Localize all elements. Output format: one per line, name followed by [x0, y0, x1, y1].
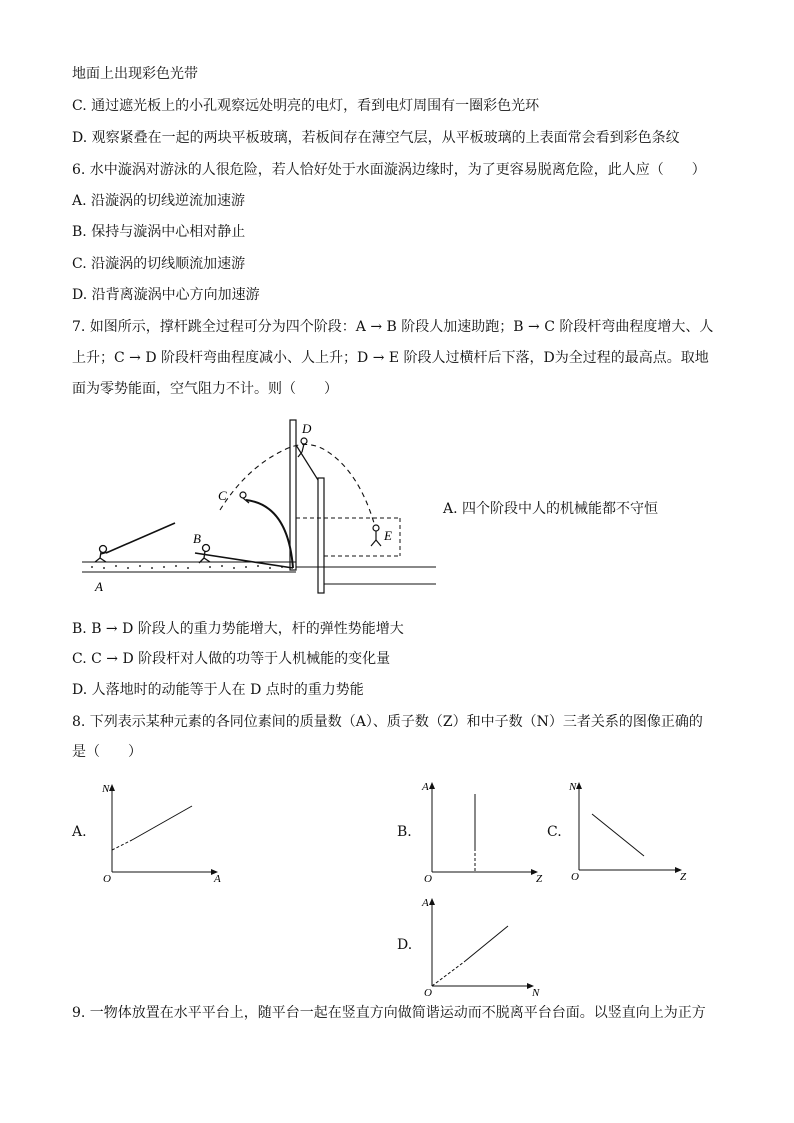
q8-graph-d [418, 892, 548, 1002]
q8-option-d-label: D. [397, 937, 413, 953]
q5-continuation: 地面上出现彩色光带 [72, 66, 198, 82]
label-d: D [302, 421, 312, 436]
q5-option-c: C. 通过遮光板上的小孔观察远处明亮的电灯，看到电灯周围有一圈彩色光环 [72, 98, 540, 114]
label-a: A [95, 579, 103, 594]
label-c: C [218, 488, 227, 503]
landing-pit [296, 567, 436, 584]
q6-option-b: B. 保持与漩涡中心相对静止 [72, 224, 246, 240]
ground-texture [91, 565, 283, 569]
graph-b-y-arrow [429, 782, 435, 789]
q7-option-b: B. B → D 阶段人的重力势能增大，杆的弹性势能增大 [72, 621, 404, 637]
graph-c-line [592, 814, 644, 856]
graph-a-y-arrow [109, 784, 115, 791]
graph-b-origin-label: O [424, 873, 432, 885]
q7-stem-line1: 7. 如图所示，撑杆跳全过程可分为四个阶段：A → B 阶段人加速助跑；B → C 阶段杆弯曲程度增大、人 [72, 319, 714, 335]
pole-b [195, 553, 293, 568]
q6-option-c: C. 沿漩涡的切线顺流加速游 [72, 256, 246, 272]
graph-c-x-axis-label: Z [680, 871, 687, 883]
q8-stem-line2: 是（ ） [72, 744, 142, 760]
label-b: B [193, 531, 201, 546]
athlete-e [371, 525, 381, 546]
graph-a-line [132, 806, 192, 840]
graph-c-y-axis-label: N [569, 781, 577, 793]
graph-d-y-arrow [429, 898, 435, 905]
q5-option-d: D. 观察紧叠在一起的两块平板玻璃，若板间存在薄空气层，从平板玻璃的上表面常会看到彩色条纹 [72, 130, 680, 146]
q6-option-d: D. 沿背离漩涡中心方向加速游 [72, 287, 260, 303]
q8-option-a-label: A. [72, 824, 87, 840]
graph-a-origin-label: O [103, 873, 111, 885]
athlete-a [95, 546, 108, 563]
graph-c-origin-label: O [571, 871, 579, 883]
q9-stem: 9. 一物体放置在水平平台上，随平台一起在竖直方向做简谐运动而不脱离平台台面。以竖直向上为正方 [72, 1005, 706, 1021]
q7-option-a: A. 四个阶段中人的机械能都不守恒 [443, 501, 659, 517]
graph-b-y-axis-label: A [422, 781, 429, 793]
pole-c-bent [246, 500, 293, 568]
graph-d-dashed [432, 962, 464, 986]
q8-graph-b [418, 776, 548, 886]
graph-b-x-axis-label: Z [536, 873, 543, 885]
graph-a-dashed [112, 840, 132, 850]
q7-option-c: C. C → D 阶段杆对人做的功等于人机械能的变化量 [72, 651, 391, 667]
q7-stem-line2: 上升；C → D 阶段杆弯曲程度减小、人上升；D → E 阶段人过横杆后下落，D为全过程的最高点。取地 [72, 350, 709, 366]
q8-stem-line1: 8. 下列表示某种元素的各同位素间的质量数（A）、质子数（Z）和中子数（N）三者关系的图像正确的 [72, 714, 703, 730]
pole-vault-figure [76, 415, 446, 600]
graph-d-line [464, 926, 508, 962]
q7-stem-line3: 面为零势能面，空气阻力不计。则（ ） [72, 381, 338, 397]
athlete-d [298, 438, 307, 457]
graph-a-y-axis-label: N [102, 783, 110, 795]
q8-graph-c [566, 776, 696, 884]
q7-option-d: D. 人落地时的动能等于人在 D 点时的重力势能 [72, 682, 364, 698]
pole-a [106, 523, 175, 553]
trajectory [220, 444, 374, 523]
q6-option-a: A. 沿漩涡的切线逆流加速游 [72, 193, 246, 209]
graph-d-origin-label: O [424, 987, 432, 999]
graph-d-y-axis-label: A [422, 897, 429, 909]
q8-graph-a [96, 778, 226, 886]
q8-option-b-label: B. [397, 824, 412, 840]
graph-d-x-axis-label: N [532, 987, 540, 999]
q8-option-c-label: C. [547, 824, 562, 840]
graph-a-x-axis-label: A [214, 873, 221, 885]
graph-c-y-arrow [576, 782, 582, 789]
q6-stem: 6. 水中漩涡对游泳的人很危险，若人恰好处于水面漩涡边缘时，为了更容易脱离危险，此人应（ ） [72, 162, 706, 178]
label-e: E [384, 528, 392, 543]
athlete-c [240, 492, 249, 503]
